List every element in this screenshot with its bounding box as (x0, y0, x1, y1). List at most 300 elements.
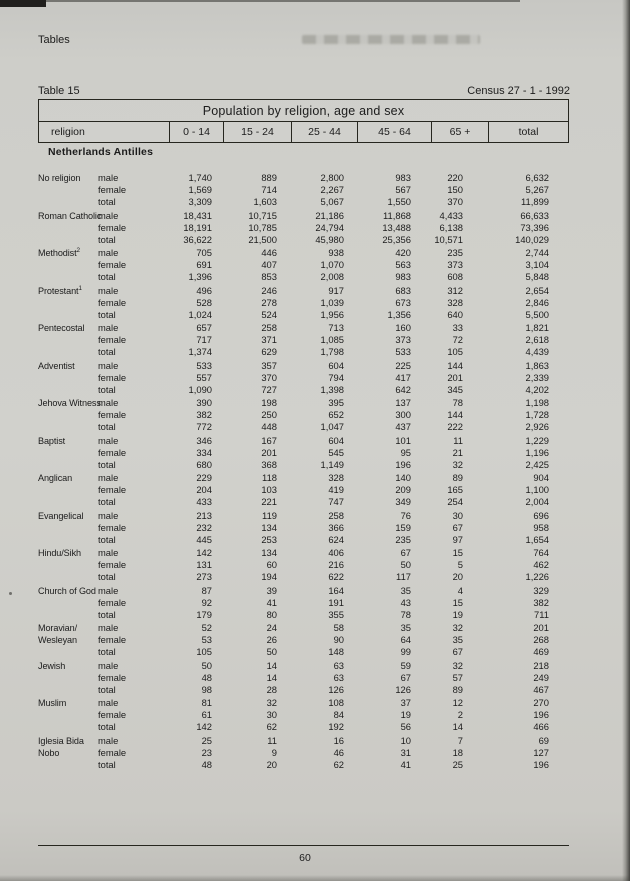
value-cell: 713 (328, 322, 344, 333)
value-cell: 2,339 (525, 371, 549, 383)
value-cell: 1,070 (320, 259, 344, 270)
value-cell: 254 (447, 496, 463, 507)
column-header-65-: 65 + (431, 122, 488, 142)
value-cell: 2,744 (525, 247, 549, 258)
sex-label: female (98, 484, 127, 495)
table-row (38, 334, 569, 346)
religion-label (38, 259, 98, 271)
value-cell: 14 (266, 671, 277, 683)
value-cell: 144 (447, 359, 463, 371)
religion-label (38, 571, 98, 583)
value-cell: 164 (328, 584, 344, 596)
value-cell: 853 (261, 271, 277, 282)
religion-group (38, 660, 569, 696)
value-cell: 5,267 (525, 184, 549, 195)
value-cell: 705 (196, 247, 212, 258)
value-cell: 258 (261, 322, 277, 333)
value-cell: 78 (400, 608, 411, 620)
value-cell: 496 (196, 284, 212, 296)
value-cell: 209 (395, 484, 411, 495)
value-cell: 118 (262, 472, 277, 483)
value-cell: 119 (262, 509, 277, 521)
value-cell: 108 (328, 697, 344, 708)
table-row (38, 259, 569, 271)
value-cell: 917 (328, 284, 344, 296)
table-row (38, 421, 569, 433)
value-cell: 983 (395, 172, 411, 183)
value-cell: 64 (400, 634, 411, 645)
sex-label: total (98, 346, 116, 357)
sex-label: total (98, 196, 116, 207)
value-cell: 196 (533, 758, 549, 770)
table-row (38, 622, 569, 634)
religion-label (38, 484, 98, 496)
sex-label: total (98, 571, 116, 582)
value-cell: 1,085 (320, 334, 344, 345)
value-cell: 159 (395, 521, 411, 533)
value-cell: 1,398 (320, 383, 344, 395)
table-row (38, 660, 569, 672)
value-cell: 346 (196, 434, 212, 446)
sex-label: male (98, 659, 119, 671)
sex-label: total (98, 758, 116, 770)
sex-label: male (98, 397, 119, 408)
table-row (38, 322, 569, 334)
value-cell: 59 (400, 659, 411, 671)
value-cell: 45,980 (315, 233, 344, 245)
value-cell: 4,433 (439, 209, 463, 221)
value-cell: 329 (533, 584, 549, 596)
value-cell: 179 (196, 608, 212, 620)
religion-group (38, 210, 569, 246)
value-cell: 41 (266, 596, 277, 608)
religion-label: Roman Catholic (38, 210, 102, 221)
religion-group (38, 510, 569, 546)
value-cell: 2,267 (320, 184, 344, 195)
value-cell: 31 (400, 746, 411, 758)
religion-label (38, 297, 98, 309)
value-cell: 355 (328, 608, 344, 620)
value-cell: 19 (400, 709, 411, 720)
value-cell: 194 (261, 571, 277, 582)
value-cell: 46 (333, 746, 344, 758)
value-cell: 23 (201, 746, 212, 758)
value-cell: 18 (452, 746, 463, 758)
value-cell: 134 (261, 521, 277, 533)
value-cell: 10,715 (248, 209, 277, 221)
value-cell: 4,439 (525, 346, 549, 357)
table-row (38, 346, 569, 358)
value-cell: 545 (328, 446, 344, 458)
table-row (38, 747, 569, 759)
value-cell: 2 (457, 709, 463, 720)
religion-label (38, 646, 98, 658)
religion-label (38, 222, 98, 234)
religion-label: Muslim (38, 698, 67, 708)
table-number-label: Table 15 (38, 85, 80, 97)
value-cell: 2,846 (525, 296, 549, 308)
religion-label (38, 721, 98, 733)
column-header-row (39, 122, 568, 142)
value-cell: 469 (533, 646, 549, 657)
value-cell: 39 (266, 584, 277, 596)
value-cell: 1,569 (188, 184, 212, 195)
value-cell: 201 (447, 371, 463, 383)
table-row (38, 459, 569, 471)
religion-group (38, 172, 569, 208)
sex-label: female (98, 371, 127, 383)
column-header-total: total (488, 122, 568, 142)
value-cell: 235 (447, 247, 463, 258)
value-cell: 640 (447, 308, 463, 320)
religion-label (38, 609, 98, 621)
value-cell: 3,309 (188, 196, 212, 207)
value-cell: 28 (266, 683, 277, 695)
value-cell: 165 (447, 484, 463, 495)
value-cell: 105 (196, 646, 212, 657)
footnote-marker: 1 (78, 284, 82, 292)
value-cell: 127 (533, 746, 549, 758)
value-cell: 390 (196, 397, 212, 408)
religion-label: No religion (38, 173, 81, 183)
sex-label: total (98, 533, 116, 545)
value-cell: 35 (452, 634, 463, 645)
value-cell: 26 (266, 634, 277, 645)
value-cell: 101 (395, 434, 411, 446)
table-row (38, 309, 569, 321)
value-cell: 192 (328, 721, 344, 732)
value-cell: 5,500 (525, 308, 549, 320)
table-row (38, 571, 569, 583)
value-cell: 213 (196, 509, 212, 521)
value-cell: 1,374 (188, 346, 212, 357)
value-cell: 198 (261, 397, 277, 408)
value-cell: 10,785 (248, 221, 277, 233)
religion-label (38, 522, 98, 534)
table-row (38, 285, 569, 297)
value-cell: 20 (452, 571, 463, 582)
value-cell: 680 (196, 458, 212, 470)
value-cell: 7 (457, 734, 463, 746)
value-cell: 18,191 (183, 221, 212, 233)
sex-label: male (98, 584, 119, 596)
value-cell: 10,571 (434, 233, 463, 245)
sex-label: male (98, 697, 119, 708)
value-cell: 533 (395, 346, 411, 357)
religion-label: Jehova Witness (38, 398, 101, 408)
table-title: Population by religion, age and sex (39, 100, 568, 122)
religion-label (38, 759, 98, 771)
value-cell: 772 (196, 421, 212, 432)
value-cell: 466 (533, 721, 549, 732)
religion-group (38, 397, 569, 433)
table-row (38, 609, 569, 621)
table-row (38, 447, 569, 459)
scan-artifact-smudge (302, 35, 480, 44)
value-cell: 938 (328, 247, 344, 258)
value-cell: 1,821 (525, 322, 549, 333)
value-cell: 366 (328, 521, 344, 533)
value-cell: 76 (400, 509, 411, 521)
religion-label (38, 196, 98, 208)
religion-group (38, 585, 569, 621)
religion-label: Church of God (38, 585, 96, 596)
sex-label: male (98, 547, 119, 558)
sex-label: female (98, 296, 127, 308)
value-cell: 683 (395, 284, 411, 296)
value-cell: 137 (395, 397, 411, 408)
value-cell: 368 (261, 458, 277, 470)
religion-label (38, 534, 98, 546)
table-row (38, 735, 569, 747)
table-row (38, 472, 569, 484)
scan-artifact-top-line (0, 0, 520, 2)
value-cell: 62 (333, 758, 344, 770)
value-cell: 53 (201, 634, 212, 645)
table-row (38, 534, 569, 546)
value-cell: 300 (395, 409, 411, 420)
value-cell: 32 (452, 659, 463, 671)
value-cell: 373 (447, 259, 463, 270)
table-row (38, 222, 569, 234)
religion-label: Jewish (38, 660, 66, 671)
value-cell: 2,008 (320, 271, 344, 282)
religion-group (38, 735, 569, 771)
value-cell: 218 (533, 659, 549, 671)
value-cell: 201 (261, 446, 277, 458)
column-header-religion: religion (51, 126, 85, 138)
value-cell: 92 (201, 596, 212, 608)
value-cell: 89 (452, 683, 463, 695)
value-cell: 160 (395, 322, 411, 333)
sex-label: female (98, 596, 127, 608)
value-cell: 1,863 (525, 359, 549, 371)
value-cell: 794 (328, 371, 344, 383)
sex-label: male (98, 434, 119, 446)
value-cell: 142 (196, 547, 212, 558)
value-cell: 97 (452, 533, 463, 545)
value-cell: 1,149 (320, 458, 344, 470)
value-cell: 19 (452, 608, 463, 620)
sex-label: male (98, 472, 119, 483)
table-row (38, 234, 569, 246)
value-cell: 89 (452, 472, 463, 483)
value-cell: 11 (267, 734, 277, 746)
value-cell: 99 (400, 646, 411, 657)
sex-label: total (98, 646, 116, 657)
value-cell: 557 (196, 371, 212, 383)
table-row (38, 496, 569, 508)
value-cell: 56 (400, 721, 411, 732)
sex-label: male (98, 622, 119, 633)
religion-label: Wesleyan (38, 635, 77, 645)
value-cell: 419 (328, 484, 344, 495)
sex-label: male (98, 734, 119, 746)
sex-label: total (98, 308, 116, 320)
value-cell: 1,024 (188, 308, 212, 320)
value-cell: 6,632 (525, 172, 549, 183)
value-cell: 63 (333, 671, 344, 683)
value-cell: 140,029 (515, 233, 549, 245)
value-cell: 747 (328, 496, 344, 507)
census-date-label: Census 27 - 1 - 1992 (467, 85, 570, 97)
value-cell: 11 (453, 434, 463, 446)
value-cell: 373 (395, 334, 411, 345)
value-cell: 467 (533, 683, 549, 695)
sex-label: male (98, 172, 119, 183)
table-row (38, 247, 569, 259)
value-cell: 370 (261, 371, 277, 383)
sex-label: male (98, 284, 119, 296)
sex-label: female (98, 446, 127, 458)
value-cell: 21,500 (248, 233, 277, 245)
value-cell: 328 (328, 472, 344, 483)
value-cell: 18,431 (183, 209, 212, 221)
value-cell: 144 (447, 409, 463, 420)
religion-label (38, 234, 98, 246)
religion-label (38, 447, 98, 459)
religion-group (38, 285, 569, 321)
religion-label (38, 409, 98, 421)
value-cell: 235 (395, 533, 411, 545)
value-cell: 216 (328, 559, 344, 570)
value-cell: 4 (457, 584, 463, 596)
religion-label (38, 709, 98, 721)
value-cell: 250 (261, 409, 277, 420)
value-cell: 249 (533, 671, 549, 683)
scan-artifact-corner (0, 0, 46, 7)
value-cell: 24,794 (315, 221, 344, 233)
value-cell: 21,186 (315, 209, 344, 221)
value-cell: 87 (201, 584, 212, 596)
religion-group (38, 360, 569, 396)
value-cell: 2,618 (525, 334, 549, 345)
table-row (38, 384, 569, 396)
value-cell: 50 (400, 559, 411, 570)
region-label: Netherlands Antilles (48, 146, 154, 158)
value-cell: 270 (533, 697, 549, 708)
value-cell: 11,868 (383, 209, 411, 221)
value-cell: 382 (533, 596, 549, 608)
value-cell: 140 (395, 472, 411, 483)
value-cell: 711 (534, 608, 549, 620)
table-row (38, 559, 569, 571)
value-cell: 14 (452, 721, 463, 732)
religion-label (38, 271, 98, 283)
value-cell: 246 (261, 284, 277, 296)
value-cell: 357 (261, 359, 277, 371)
table-row (38, 759, 569, 771)
value-cell: 50 (201, 659, 212, 671)
value-cell: 642 (395, 383, 411, 395)
value-cell: 32 (266, 697, 277, 708)
page-number: 60 (299, 852, 311, 864)
value-cell: 48 (201, 671, 212, 683)
value-cell: 727 (261, 383, 277, 395)
value-cell: 334 (196, 446, 212, 458)
value-cell: 1,603 (253, 196, 277, 207)
value-cell: 134 (261, 547, 277, 558)
value-cell: 328 (447, 296, 463, 308)
sex-label: total (98, 683, 116, 695)
value-cell: 528 (196, 296, 212, 308)
value-cell: 80 (266, 608, 277, 620)
table-row (38, 484, 569, 496)
value-cell: 395 (328, 397, 344, 408)
value-cell: 253 (261, 533, 277, 545)
value-cell: 624 (328, 533, 344, 545)
value-cell: 696 (533, 509, 549, 521)
sex-label: female (98, 521, 127, 533)
value-cell: 371 (261, 334, 277, 345)
value-cell: 433 (196, 496, 212, 507)
value-cell: 312 (447, 284, 463, 296)
sex-label: female (98, 559, 127, 570)
value-cell: 567 (395, 184, 411, 195)
value-cell: 714 (261, 184, 277, 195)
column-header-15-24: 15 - 24 (223, 122, 291, 142)
sex-label: female (98, 634, 127, 645)
value-cell: 1,196 (525, 446, 549, 458)
sex-label: female (98, 334, 127, 345)
value-cell: 90 (333, 634, 344, 645)
table-row (38, 172, 569, 184)
religion-label (38, 309, 98, 321)
table-row (38, 684, 569, 696)
religion-label: Hindu/Sikh (38, 548, 81, 558)
value-cell: 148 (328, 646, 344, 657)
religion-label: Anglican (38, 473, 73, 483)
value-cell: 278 (261, 296, 277, 308)
value-cell: 66,633 (520, 209, 549, 221)
value-cell: 904 (533, 472, 549, 483)
religion-group (38, 472, 569, 508)
value-cell: 73,396 (520, 221, 549, 233)
value-cell: 232 (196, 521, 212, 533)
religion-label (38, 384, 98, 396)
value-cell: 5,067 (320, 196, 344, 207)
sex-label: total (98, 233, 116, 245)
value-cell: 25,356 (382, 233, 411, 245)
scan-artifact-right-edge (622, 0, 630, 881)
footnote-marker: 2 (76, 246, 80, 254)
value-cell: 98 (201, 683, 212, 695)
value-cell: 14 (266, 659, 277, 671)
religion-label (38, 496, 98, 508)
value-cell: 1,396 (188, 271, 212, 282)
value-cell: 2,926 (525, 421, 549, 432)
religion-label: Methodist$^2$ (38, 246, 80, 258)
religion-group (38, 547, 569, 583)
value-cell: 1,047 (320, 421, 344, 432)
value-cell: 1,100 (525, 484, 549, 495)
value-cell: 5,848 (525, 271, 549, 282)
value-cell: 30 (452, 509, 463, 521)
value-cell: 48 (201, 758, 212, 770)
value-cell: 229 (196, 472, 212, 483)
value-cell: 57 (452, 671, 463, 683)
religion-group (38, 435, 569, 471)
column-header-45-64: 45 - 64 (357, 122, 431, 142)
table-row (38, 672, 569, 684)
sex-label: total (98, 458, 116, 470)
value-cell: 11,899 (521, 196, 549, 207)
value-cell: 126 (395, 683, 411, 695)
value-cell: 67 (452, 521, 463, 533)
value-cell: 221 (261, 496, 277, 507)
religion-label (38, 672, 98, 684)
value-cell: 1,740 (188, 172, 212, 183)
